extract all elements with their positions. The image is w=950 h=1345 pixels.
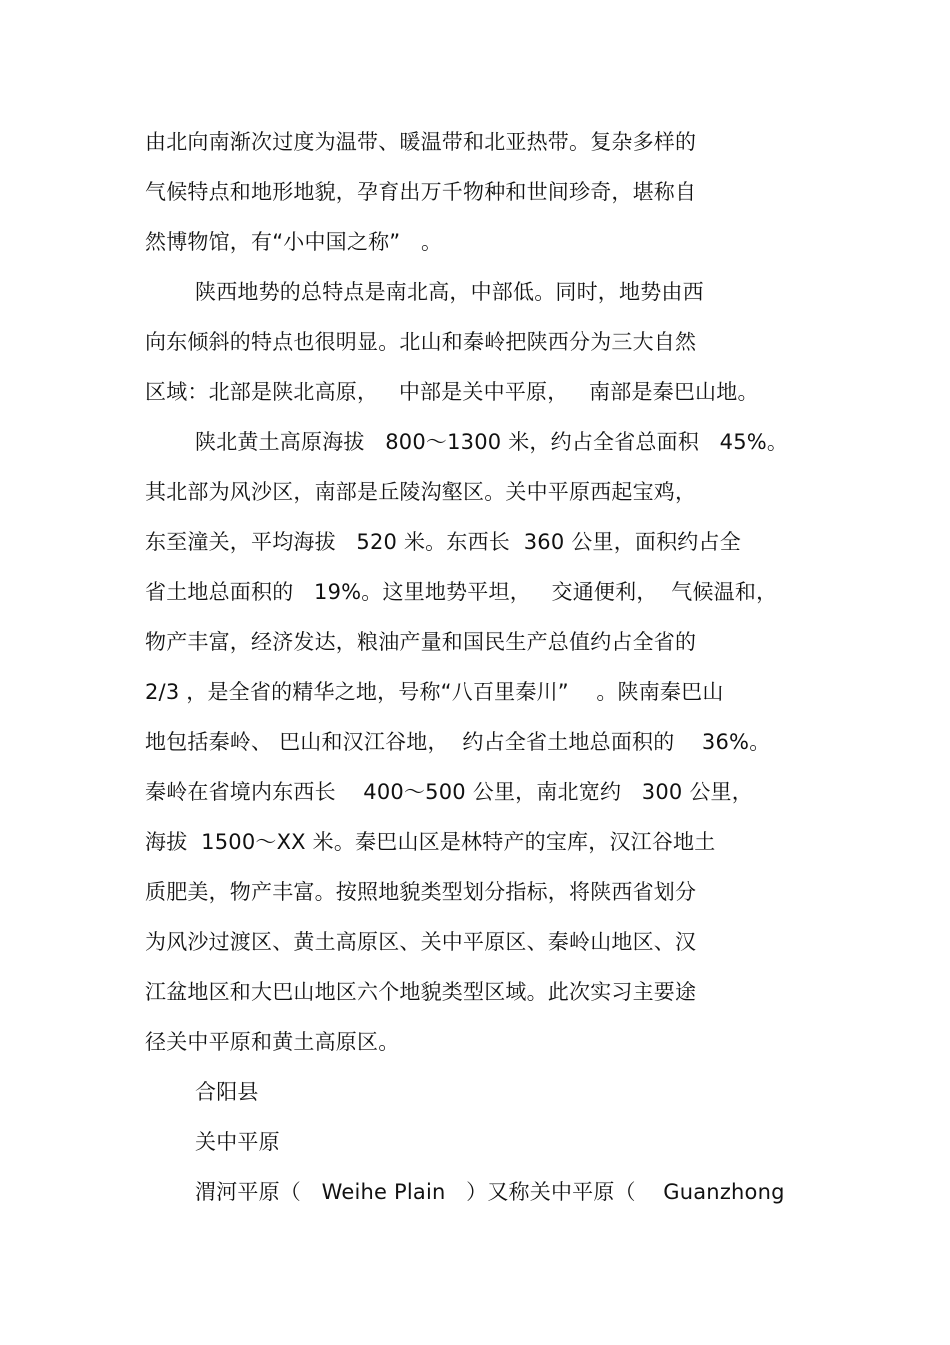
text-line: 省土地总面积的 19%。这里地势平坦， 交通便利， 气候温和， [145, 580, 778, 604]
text-line: 质肥美，物产丰富。按照地貌类型划分指标，将陕西省划分 [145, 880, 697, 904]
text-line: 2/3 ，是全省的精华之地，号称“八百里秦川” 。陕南秦巴山 [145, 680, 724, 704]
text-line: 为风沙过渡区、黄土高原区、关中平原区、秦岭山地区、汉 [145, 930, 697, 954]
text-line: 江盆地区和大巴山地区六个地貌类型区域。此次实习主要途 [145, 980, 697, 1004]
text-line: 区域：北部是陕北高原， 中部是关中平原， 南部是秦巴山地。 [145, 380, 759, 404]
paragraph-start-line: 陕西地势的总特点是南北高，中部低。同时，地势由西 [195, 280, 704, 304]
text-line: 其北部为风沙区，南部是丘陵沟壑区。关中平原西起宝鸡， [145, 480, 697, 504]
text-line: 东至潼关，平均海拔 520 米。东西长 360 公里，面积约占全 [145, 530, 741, 554]
text-line: 秦岭在省境内东西长 400～500 公里，南北宽约 300 公里， [145, 780, 753, 804]
text-line: 径关中平原和黄土高原区。 [145, 1030, 400, 1054]
text-line: 海拔 1500～XX 米。秦巴山区是林特产的宝库，汉江谷地土 [145, 830, 716, 854]
text-line: 然博物馆，有“小中国之称” 。 [145, 230, 443, 254]
text-line: 地包括秦岭、 巴山和汉江谷地， 约占全省土地总面积的 36%。 [145, 730, 771, 754]
text-line: 由北向南渐次过度为温带、暖温带和北亚热带。复杂多样的 [145, 130, 697, 154]
heading-county: 合阳县 [195, 1080, 259, 1104]
text-line: 气候特点和地形地貌，孕育出万千物种和世间珍奇，堪称自 [145, 180, 697, 204]
heading-plain: 关中平原 [195, 1130, 280, 1154]
paragraph-start-line: 陕北黄土高原海拔 800～1300 米，约占全省总面积 45%。 [195, 430, 789, 454]
paragraph-start-line: 渭河平原（ Weihe Plain ）又称关中平原（ Guanzhong [195, 1180, 785, 1204]
text-line: 向东倾斜的特点也很明显。北山和秦岭把陕西分为三大自然 [145, 330, 697, 354]
text-line: 物产丰富，经济发达，粮油产量和国民生产总值约占全省的 [145, 630, 697, 654]
